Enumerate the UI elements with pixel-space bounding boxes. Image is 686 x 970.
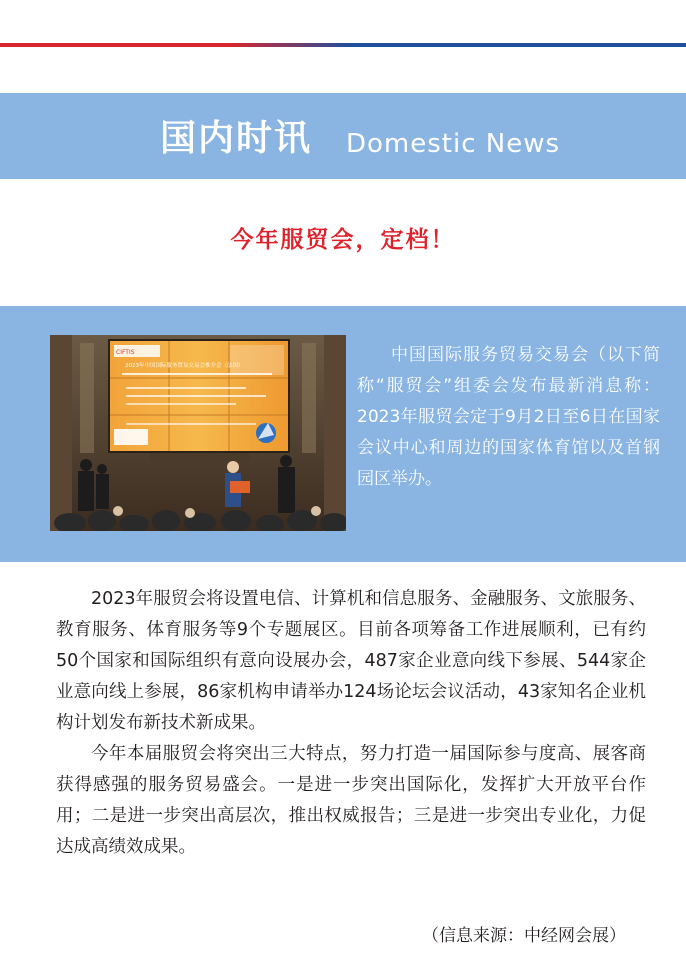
screen-logo-text: CIFTIS xyxy=(116,349,135,356)
article-paragraph: 今年本届服贸会将突出三大特点，努力打造一届国际参与度高、展客商获得感强的服务贸易盛会。一是进一步突出国际化，发挥扩大开放平台作用；二是进一步突出高层次，推出权威报告；三是进一步突出专业化，力促达成高绩效成果。 xyxy=(56,744,646,857)
top-accent-bar-red xyxy=(0,43,230,47)
section-banner xyxy=(0,93,686,179)
event-photo-illustration xyxy=(50,335,346,531)
article-body xyxy=(56,584,646,863)
top-accent-bar xyxy=(0,43,686,47)
screen-heading-text: 2023年中国国际服务贸易交易会推介会（法国） xyxy=(125,363,244,369)
article-paragraph: 2023年服贸会将设置电信、计算机和信息服务、金融服务、文旅服务、教育服务、体育服务等9个专题展区。目前各项筹备工作进展顺利，已有约50个国家和国际组织有意向设展办会，487家企业意向线下参展、544家企业意向线上参展，86家机构申请举办124场论坛会议活动，43家知名企业机构计划发布新技术新成果。 xyxy=(56,589,646,733)
article-source: （信息来源：中经网会展） xyxy=(422,926,626,946)
section-title-cn: 国内时讯 xyxy=(160,118,313,159)
section-title-en: Domestic News xyxy=(346,129,561,159)
top-accent-bar-gradient xyxy=(230,43,350,47)
top-accent-bar-blue xyxy=(350,43,686,47)
article-lead: 中国国际服务贸易交易会（以下简称“服贸会”组委会发布最新消息称：2023年服贸会定于9月2日至6日在国家会议中心和周边的国家体育馆以及首钢园区举办。 xyxy=(357,345,660,489)
article-headline: 今年服贸会，定档！ xyxy=(230,227,456,253)
event-photo xyxy=(50,335,346,531)
